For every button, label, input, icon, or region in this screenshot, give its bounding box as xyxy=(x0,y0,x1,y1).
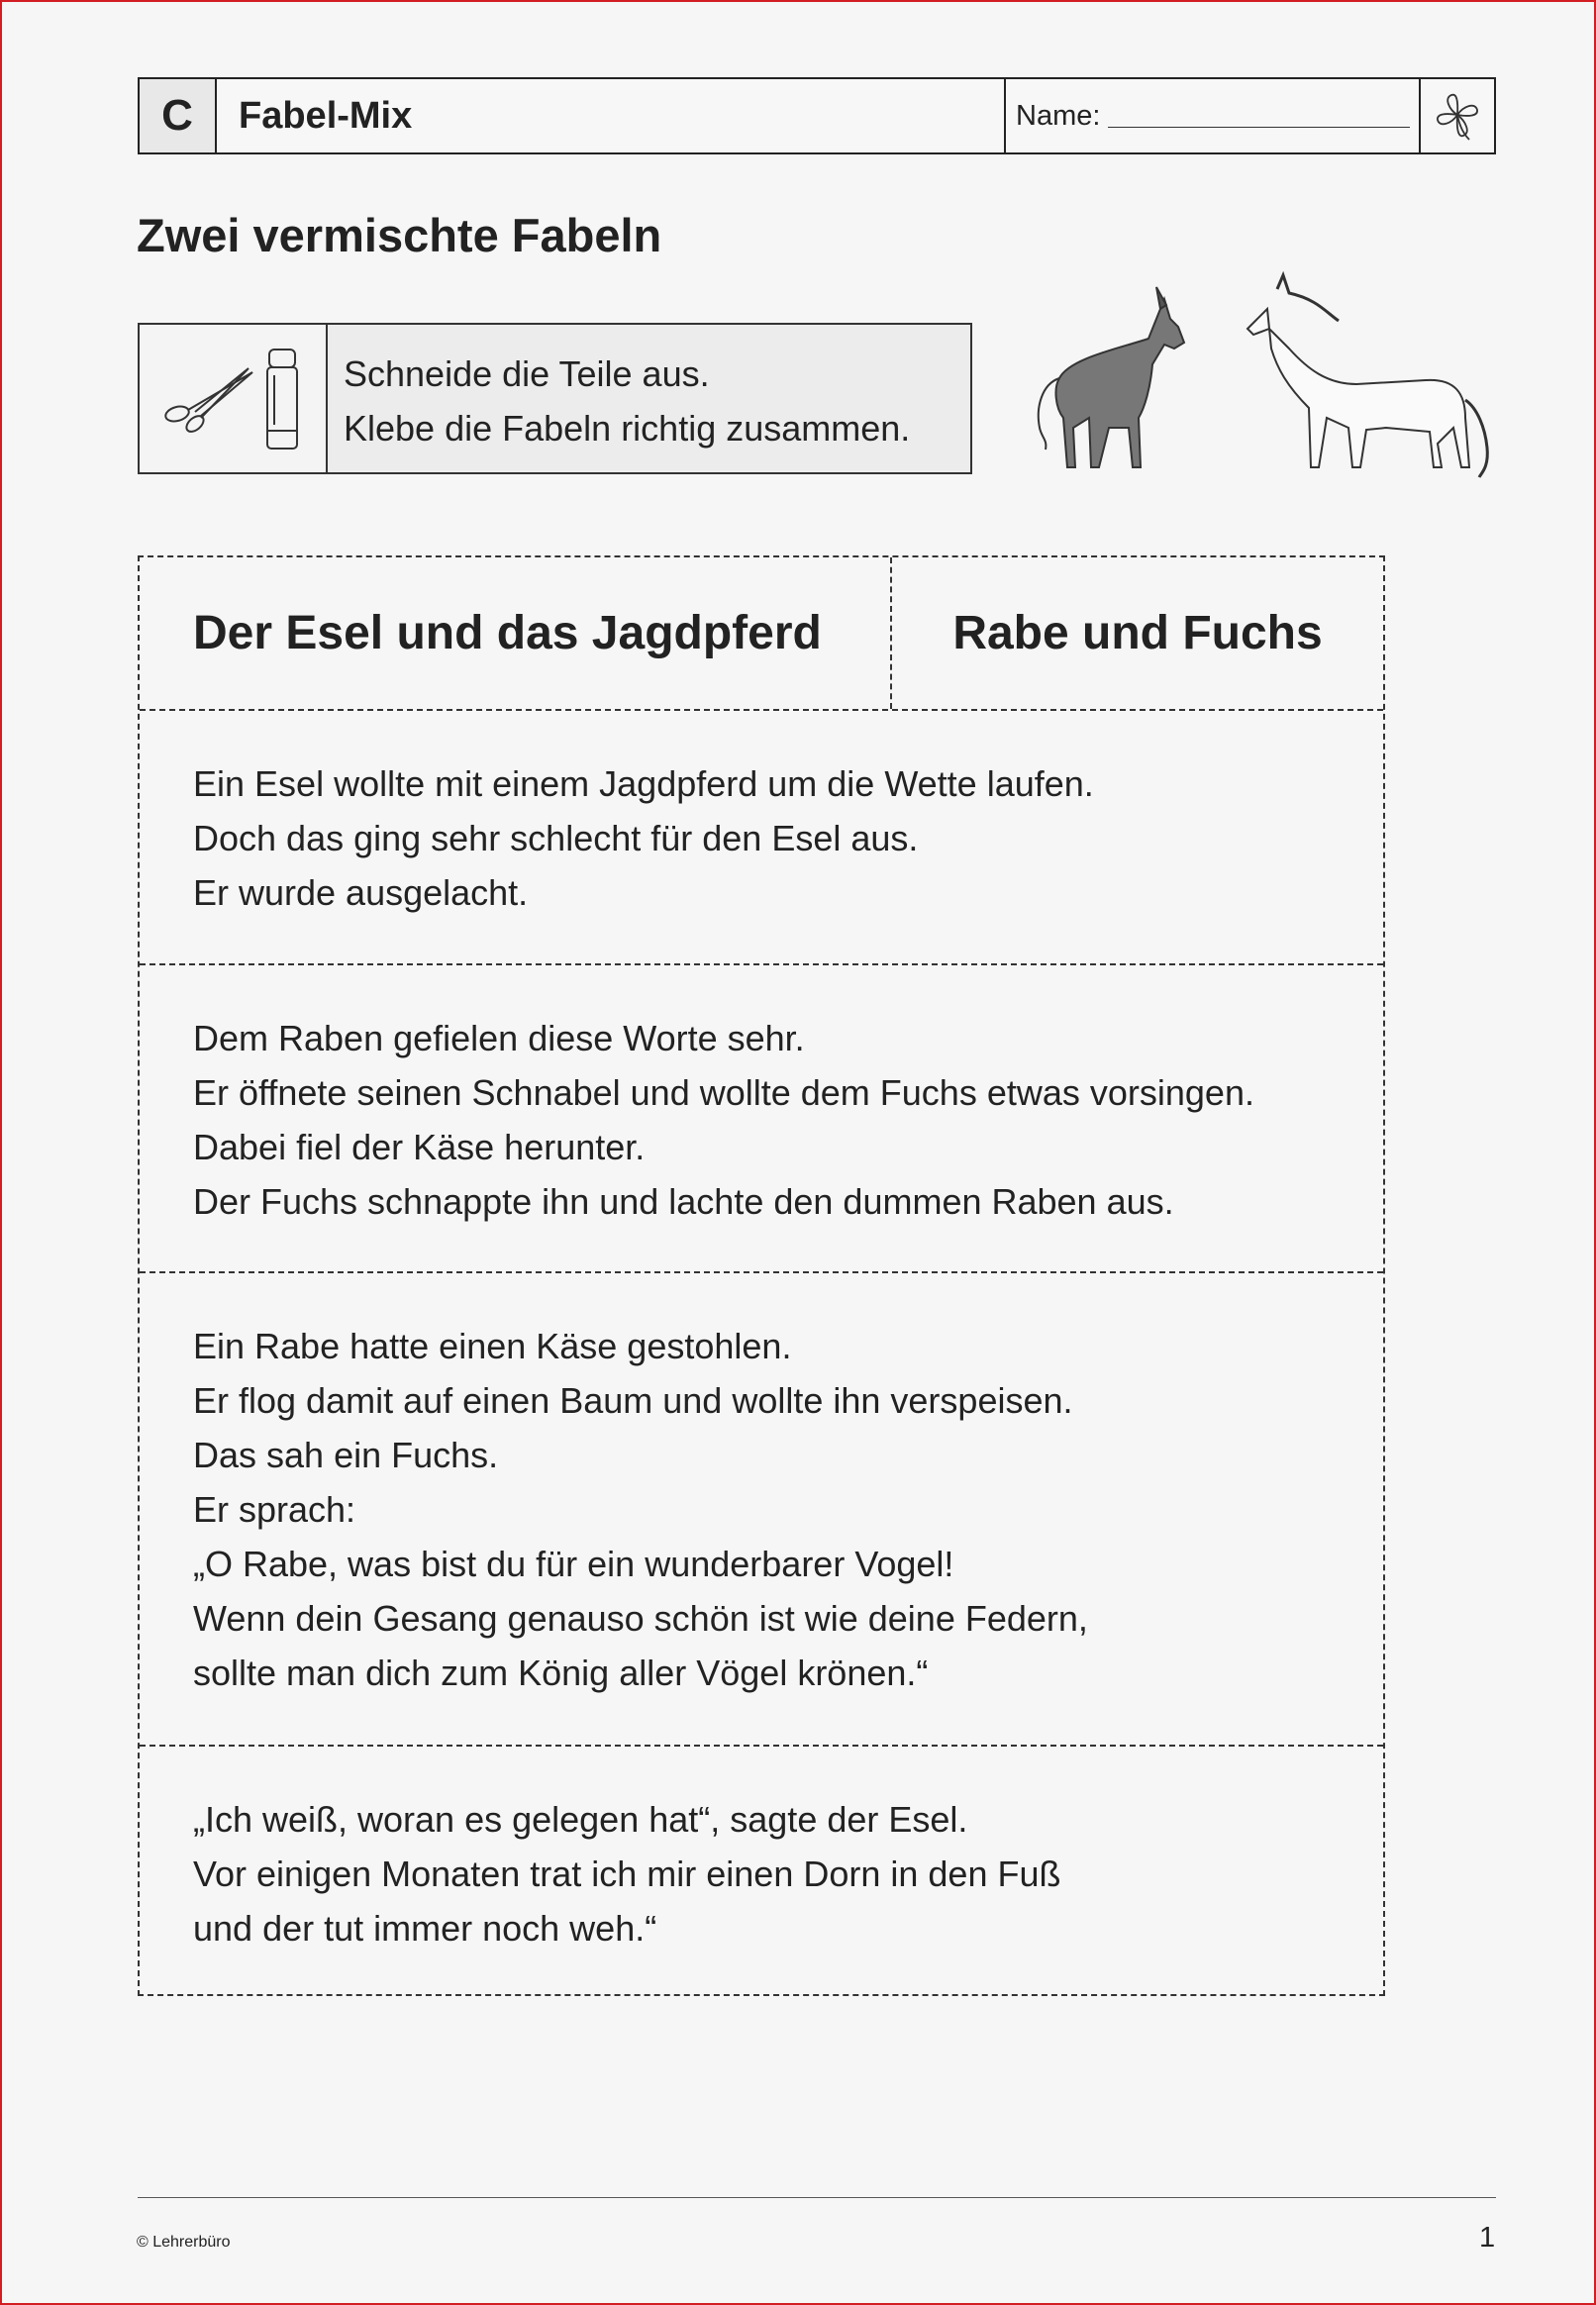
piece-line: Vor einigen Monaten trat ich mir einen Dorn in den Fuß xyxy=(193,1854,1061,1894)
worksheet-header xyxy=(138,77,1496,154)
piece-line: Der Fuchs schnappte ihn und lachte den dummen Raben aus. xyxy=(193,1181,1174,1222)
piece-line: „O Rabe, was bist du für ein wunderbarer Vogel! xyxy=(193,1544,954,1584)
instruction-line-1: Schneide die Teile aus. xyxy=(344,353,710,394)
piece-line: Ein Esel wollte mit einem Jagdpferd um die Wette laufen. xyxy=(193,763,1094,804)
horse-illustration xyxy=(1247,275,1487,477)
cutout-title-2[interactable]: Rabe und Fuchs xyxy=(952,607,1323,659)
instruction-line-2: Klebe die Fabeln richtig zusammen. xyxy=(344,408,911,449)
piece-line: Doch das ging sehr schlecht für den Esel aus. xyxy=(193,818,919,858)
cutout-sheet xyxy=(138,555,1385,1996)
cutout-piece-4[interactable] xyxy=(140,1747,1383,1994)
cutout-title-1[interactable]: Der Esel und das Jagdpferd xyxy=(140,557,892,709)
piece-line: sollte man dich zum König aller Vögel krönen.“ xyxy=(193,1653,929,1693)
piece-line: „Ich weiß, woran es gelegen hat“, sagte der Esel. xyxy=(193,1799,968,1840)
piece-line: Er wurde ausgelacht. xyxy=(193,872,529,913)
footer-divider xyxy=(138,2197,1496,2198)
four-leaf-clover-icon xyxy=(1421,79,1494,152)
donkey-illustration xyxy=(1039,287,1184,467)
name-field[interactable] xyxy=(1006,79,1421,152)
piece-line: und der tut immer noch weh.“ xyxy=(193,1908,657,1949)
piece-line: Dem Raben gefielen diese Worte sehr. xyxy=(193,1018,805,1058)
cutout-piece-2[interactable] xyxy=(140,965,1383,1273)
name-label: Name: xyxy=(1016,99,1101,132)
piece-line: Dabei fiel der Käse herunter. xyxy=(193,1127,646,1167)
instruction-text xyxy=(328,325,970,472)
glue-stick-icon xyxy=(260,346,304,452)
piece-line: Er öffnete seinen Schnabel und wollte dem Fuchs etwas vorsingen. xyxy=(193,1072,1254,1113)
scissors-icon xyxy=(161,364,260,434)
piece-line: Wenn dein Gesang genauso schön ist wie deine Federn, xyxy=(193,1598,1088,1639)
name-line[interactable] xyxy=(1108,105,1410,128)
instruction-box xyxy=(138,323,972,474)
piece-line: Er sprach: xyxy=(193,1489,356,1530)
cutout-piece-1[interactable] xyxy=(140,711,1383,965)
page-heading: Zwei vermischte Fabeln xyxy=(137,209,662,261)
piece-line: Das sah ein Fuchs. xyxy=(193,1435,499,1475)
piece-line: Er flog damit auf einen Baum und wollte ihn verspeisen. xyxy=(193,1380,1073,1421)
page-number: 1 xyxy=(1479,2222,1496,2254)
worksheet-title: Fabel-Mix xyxy=(217,79,1006,152)
piece-line: Ein Rabe hatte einen Käse gestohlen. xyxy=(193,1326,792,1366)
donkey-and-horse-illustration xyxy=(1030,269,1500,479)
cutout-piece-3[interactable] xyxy=(140,1273,1383,1747)
fable-titles-row xyxy=(140,557,1383,711)
instruction-icons xyxy=(140,325,328,472)
level-letter: C xyxy=(140,79,217,152)
copyright-notice: © Lehrerbüro xyxy=(137,2234,231,2251)
